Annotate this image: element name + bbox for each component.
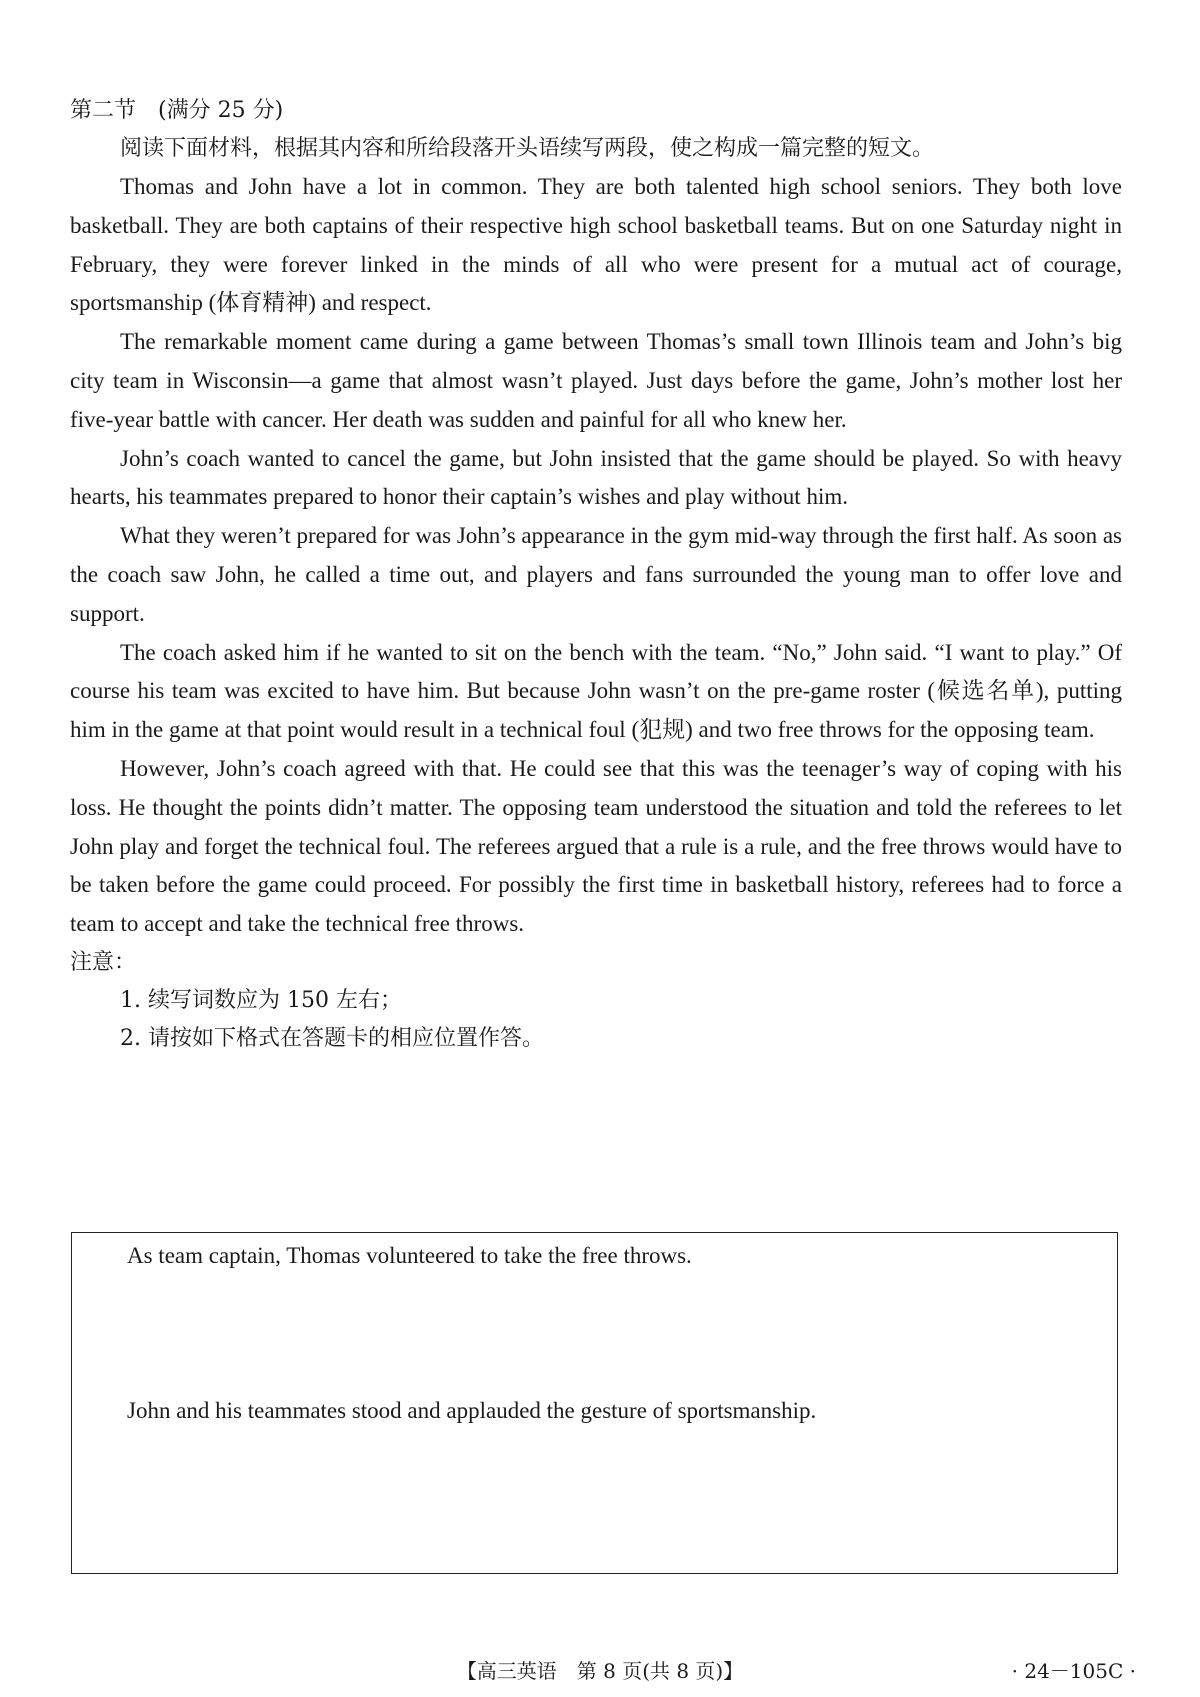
section-title: 第二节 (满分 25 分) bbox=[70, 98, 284, 123]
note-item-word-count: 1. 续写词数应为 150 左右； bbox=[120, 987, 402, 1013]
answer-box bbox=[71, 1232, 1118, 1574]
passage-paragraph-3: John’s coach wanted to cancel the game, but John insisted that the game should be played. So with heavy hearts, his teammates prepared to honor their captain’s wishes and play without him. bbox=[70, 445, 1122, 510]
notes-title: 注意： bbox=[70, 949, 137, 975]
passage-paragraph-5: The coach asked him if he wanted to sit on the bench with the team. “No,” John said. “I want to play.” Of course his team was excited to have him. But because John wasn’t on the pre-game roster (候选名单), putting him in the game at that point would result in a technical foul (犯规) and two free throws for the opposing team. bbox=[70, 639, 1122, 743]
footer-paper-code: · 24－105C · bbox=[1011, 1659, 1136, 1683]
continuation-prompt-1: As team captain, Thomas volunteered to take the free throws. bbox=[127, 1243, 692, 1268]
passage-paragraph-2: The remarkable moment came during a game between Thomas’s small town Illinois team and John’s big city team in Wisconsin—a game that almost wasn’t played. Just days before the game, John’s mother lost her five-year battle with cancer. Her death was sudden and painful for all who knew her. bbox=[70, 329, 1122, 432]
footer-page-info: 【高三英语 第 8 页(共 8 页)】 bbox=[456, 1659, 744, 1683]
note-item-format: 2. 请按如下格式在答题卡的相应位置作答。 bbox=[120, 1025, 544, 1051]
main-content bbox=[70, 92, 1122, 1058]
passage-paragraph-1: Thomas and John have a lot in common. They are both talented high school seniors. They both love basketball. They are both captains of their respective high school basketball teams. But on one Saturday night in February, they were forever linked in the minds of all who were present for a mutual act of courage, sportsmanship (体育精神) and respect. bbox=[70, 174, 1122, 316]
passage-paragraph-6: However, John’s coach agreed with that. He could see that this was the teenager’s way of coping with his loss. He thought the points didn’t matter. The opposing team understood the situation and told the referees to let John play and forget the technical foul. The referees argued that a rule is a rule, and the free throws would have to be taken before the game could proceed. For possibly the first time in basketball history, referees had to force a team to accept and take the technical free throws. bbox=[70, 755, 1122, 937]
continuation-prompt-2: John and his teammates stood and applauded the gesture of sportsmanship. bbox=[127, 1398, 817, 1423]
passage-paragraph-4: What they weren’t prepared for was John’s appearance in the gym mid-way through the first half. As soon as the coach saw John, he called a time out, and players and fans surrounded the young man to offer love and support. bbox=[70, 523, 1122, 626]
task-instruction: 阅读下面材料，根据其内容和所给段落开头语续写两段，使之构成一篇完整的短文。 bbox=[120, 136, 935, 161]
